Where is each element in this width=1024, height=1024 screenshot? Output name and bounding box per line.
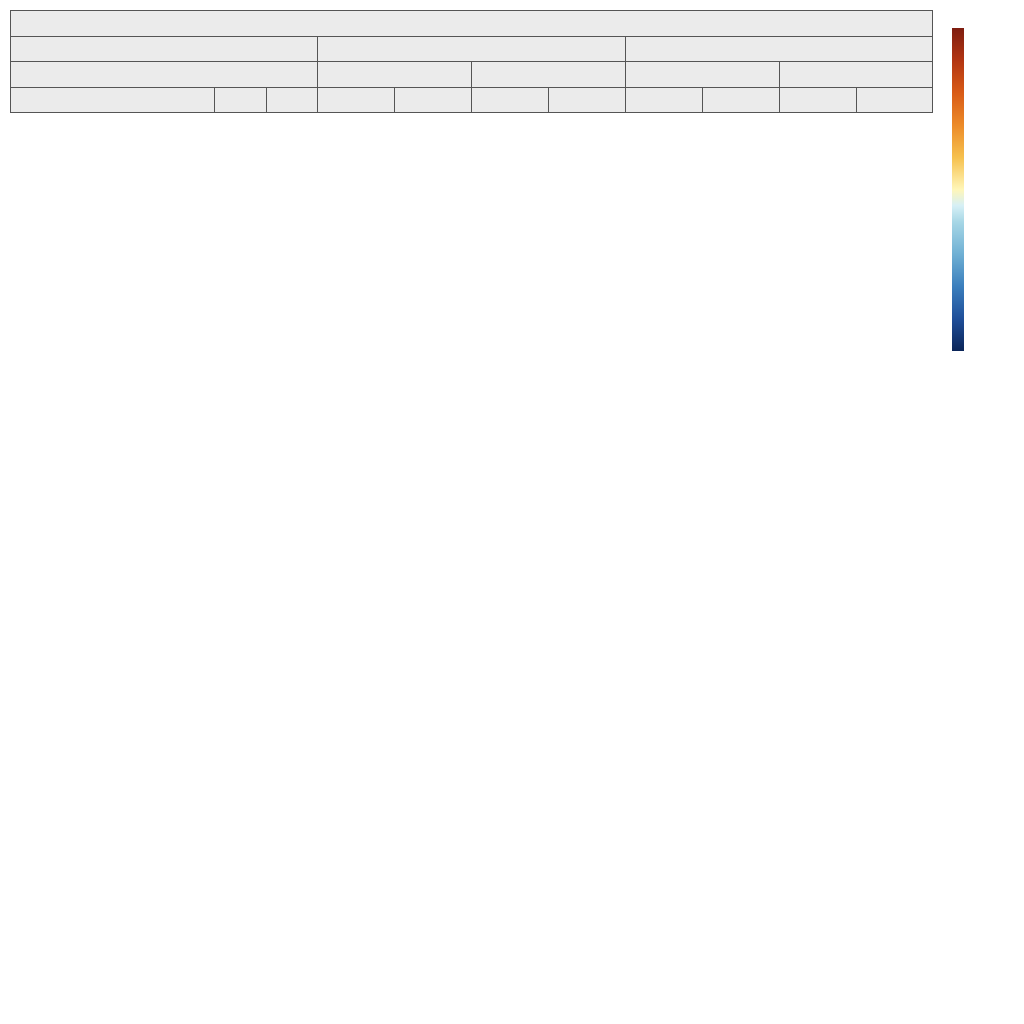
stats-table <box>10 10 933 113</box>
site-info-header <box>11 62 318 88</box>
col-header-sd-high-oblique-2 <box>857 87 933 113</box>
col-header-avg-high-oblique-1 <box>472 87 549 113</box>
mode-header-avg-low <box>318 62 472 88</box>
col-header-id <box>215 87 267 113</box>
mode-header-avg-high <box>472 62 626 88</box>
col-header-avg-low-oblique-1 <box>318 87 395 113</box>
mode-header-sd-low <box>626 62 780 88</box>
date-range <box>11 36 318 62</box>
mode-header-sd-high <box>780 62 933 88</box>
average-header <box>318 36 626 62</box>
colorbar <box>952 28 964 351</box>
col-header-avg-high-oblique-2 <box>549 87 626 113</box>
col-header-sd-low-oblique-2 <box>703 87 780 113</box>
col-header-sd-high-oblique-1 <box>780 87 857 113</box>
std-dev-header <box>626 36 933 62</box>
table-title <box>11 11 933 37</box>
col-header-avg-low-oblique-2 <box>395 87 472 113</box>
col-header-city <box>11 87 215 113</box>
col-header-sd-low-oblique-1 <box>626 87 703 113</box>
col-header-freq <box>267 87 318 113</box>
